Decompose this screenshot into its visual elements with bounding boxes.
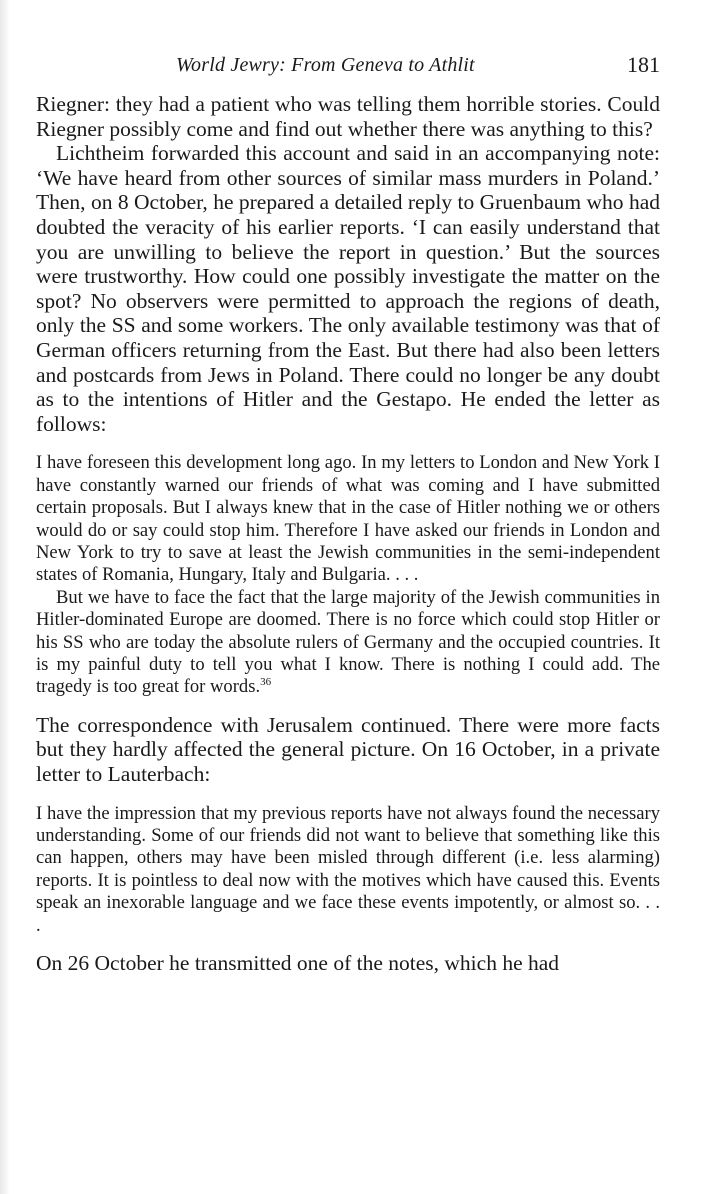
running-head: World Jewry: From Geneva to Athlit [176,54,475,76]
paragraph-1: Riegner: they had a patient who was telling them horrible stories. Could Riegner possibly come and find out whether there was anything to this? [36,92,660,141]
block-quote-3: I have the impression that my previous reports have not always found the necessary understanding. Some of our friends did not want to believe that something like this can happen, others may have been misled through different (i.e. less alarming) reports. It is pointless to deal now with the motives which have caused this. Events speak an inexorable language and we face these events impotently, or almost so. . . . [36,802,660,936]
footnote-ref: 36 [260,676,272,689]
page-body [36,92,660,976]
block-quote-2-text: But we have to face the fact that the large majority of the Jewish communities in Hitler-dominated Europe are doomed. There is no force which could stop Hitler or his SS who are today the absolute rulers of Germany and the occupied countries. It is my painful duty to tell you what I know. There is nothing I could add. The tragedy is too great for words. [36,586,660,698]
paragraph-4: On 26 October he transmitted one of the notes, which he had [36,951,560,975]
paragraph-2: Lichtheim forwarded this account and said in an accompanying note: ‘We have heard from other sources of similar mass murders in Poland.’ Then, on 8 October, he prepared a detailed reply to Gruenbaum who had doubted the veracity of his earlier reports. ‘I can easily understand that you are unwilling to believe the report in question.’ But the sources were trustworthy. How could one possibly investigate the matter on the spot? No observers were permitted to approach the regions of death, only the SS and some workers. The only available testimony was that of German officers returning from the East. But there had also been letters and postcards from Jews in Poland. There could no longer be any doubt as to the intentions of Hitler and the Gestapo. He ended the letter as follows: [36,141,660,436]
page-number: 181 [627,52,660,77]
block-quote-1: I have foreseen this development long ago. In my letters to London and New York I have constantly warned our friends of what was coming and I have submitted certain proposals. But I always knew that in the case of Hitler nothing we or others would do or say could stop him. Therefore I have asked our friends in London and New York to try to save at least the Jewish communities in the semi-independent states of Romania, Hungary, Italy and Bulgaria. . . . [36,452,660,586]
paragraph-3: The correspondence with Jerusalem continued. There were more facts but they hardly affected the general picture. On 16 October, in a private letter to Lauterbach: [36,712,660,786]
page-header [36,50,660,82]
block-quote-2 [36,587,660,699]
page-edge-shadow [0,0,10,1194]
